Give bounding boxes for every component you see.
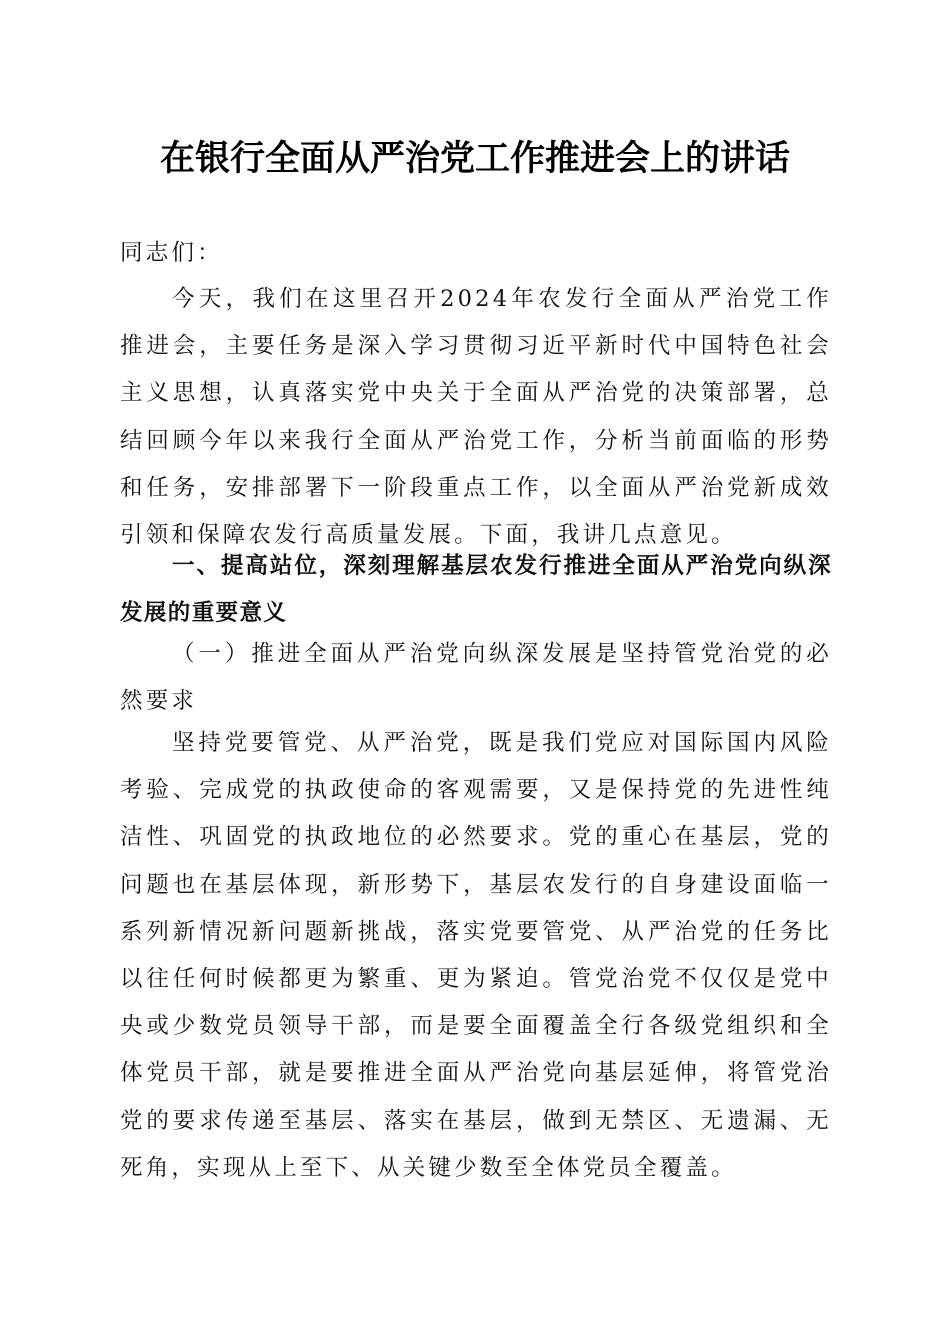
paragraph-opening: 今天，我们在这里召开2024年农发行全面从严治党工作推进会，主要任务是深入学习贯彻习近平新时代中国特色社会主义思想，认真落实党中央关于全面从严治党的决策部署，总结回顾今年以来我行全面从严治党工作，分析当前面临的形势和任务，安排部署下一阶段重点工作，以全面从严治党新成效引领和保障农发行高质量发展。下面，我讲几点意见。 bbox=[120, 286, 832, 549]
section-heading-1: 一、提高站位，深刻理解基层农发行推进全面从严治党向纵深发展的重要意义 bbox=[120, 553, 832, 627]
salutation: 同志们： bbox=[120, 240, 223, 266]
subsection-heading-1: （一）推进全面从严治党向纵深发展是坚持管党治党的必然要求 bbox=[120, 641, 832, 715]
document-title: 在银行全面从严治党工作推进会上的讲话 bbox=[159, 138, 790, 179]
paragraph-body: 坚持党要管党、从严治党，既是我们党应对国际国内风险考验、完成党的执政使命的客观需要，又是保持党的先进性纯洁性、巩固党的执政地位的必然要求。党的重心在基层，党的问题也在基层体现，新形势下，基层农发行的自身建设面临一系列新情况新问题新挑战，落实党要管党、从严治党的任务比以往任何时候都更为繁重、更为紧迫。管党治党不仅仅是党中央或少数党员领导干部，而是要全面覆盖全行各级党组织和全体党员干部，就是要推进全面从严治党向基层延伸，将管党治党的要求传递至基层、落实在基层，做到无禁区、无遗漏、无死角，实现从上至下、从关键少数至全体党员全覆盖。 bbox=[120, 730, 832, 1181]
